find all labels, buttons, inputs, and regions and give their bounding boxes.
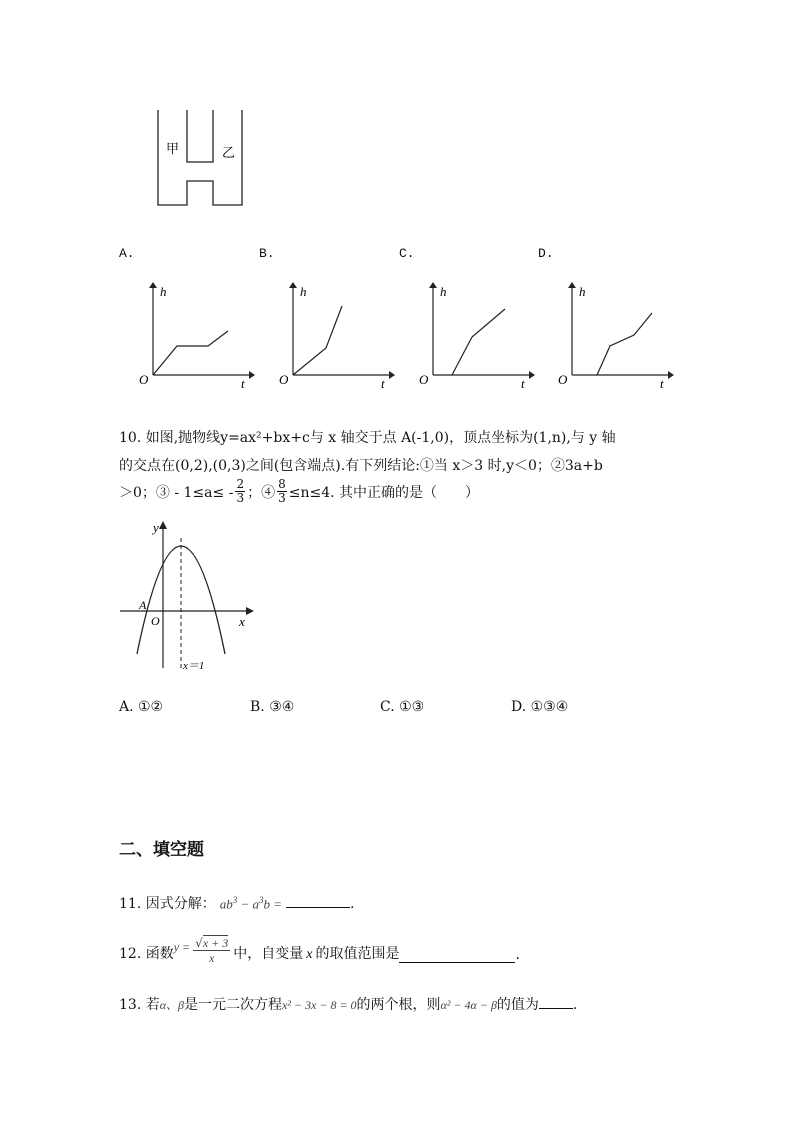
q10-line3-part-c: ≤n≤4. 其中正确的是（ ） xyxy=(288,484,480,501)
q11-expr-a: ab xyxy=(219,896,233,911)
q11 xyxy=(119,893,354,913)
section-title: 二、填空题 xyxy=(119,840,204,860)
graph-b-curve xyxy=(293,306,342,375)
q10-option-d[interactable]: D. ①③④ xyxy=(511,699,569,715)
q11-answer-blank[interactable] xyxy=(286,893,350,908)
h-label: h xyxy=(579,284,586,299)
q12-y-eq: y = xyxy=(173,940,191,954)
t-label: t xyxy=(241,376,245,390)
q12 xyxy=(119,936,520,965)
t-label: t xyxy=(381,376,385,390)
q10-line2: 的交点在(0,2),(0,3)之间(包含端点).有下列结论:①当 x＞3 时,y＜0；②3a+b xyxy=(119,458,603,474)
sqrt-icon: √ xyxy=(195,936,203,950)
container-divider xyxy=(187,110,213,162)
q13-prefix: 13. 若 xyxy=(119,997,160,1013)
graph-c-curve xyxy=(452,309,505,375)
graph-a-curve xyxy=(153,331,228,375)
q12-fraction xyxy=(193,936,230,965)
left-tank-label: 甲 xyxy=(166,141,180,156)
q10-option-c[interactable]: C. ①③ xyxy=(380,699,425,715)
graph-d-curve xyxy=(597,313,652,375)
q11-exp1: 3 xyxy=(232,894,238,905)
q12-mid: 中，自变量 xyxy=(233,946,304,962)
x-axis-label: x xyxy=(239,614,245,629)
container-figure xyxy=(150,105,250,215)
t-label: t xyxy=(660,376,664,390)
q13 xyxy=(119,994,577,1014)
q9-graph-d xyxy=(544,280,674,390)
q12-prefix: 12. 函数 xyxy=(119,946,174,962)
q10-option-a[interactable]: A. ①② xyxy=(119,699,164,715)
q13-mid1: 是一元二次方程 xyxy=(184,997,282,1013)
fraction-eight-thirds xyxy=(277,478,287,505)
q11-expr-b: − a xyxy=(237,896,259,911)
origin-label: O xyxy=(279,372,289,387)
q13-answer-blank[interactable] xyxy=(539,994,573,1009)
q12-tail: 的取值范围是 xyxy=(315,946,400,962)
q9-graph-a xyxy=(125,280,255,390)
origin-label: O xyxy=(558,372,568,387)
q9-option-c[interactable]: C. xyxy=(399,246,415,261)
q9-option-d[interactable]: D. xyxy=(538,246,554,261)
q9-option-b[interactable]: B. xyxy=(259,246,275,261)
q11-exp2: 3 xyxy=(259,894,264,905)
right-tank-label: 乙 xyxy=(222,145,236,160)
h-label: h xyxy=(160,284,167,299)
q9-graph-b xyxy=(265,280,395,390)
q9-option-a[interactable]: A. xyxy=(119,246,135,261)
symmetry-axis-label: x＝1 xyxy=(183,660,205,672)
q12-var: x xyxy=(306,947,313,962)
q12-sqrt xyxy=(193,936,230,951)
q10-line1: 10. 如图,抛物线y=ax²+bx+c与 x 轴交于点 A(-1,0)，顶点坐标为(1,n),与 y 轴 xyxy=(119,430,616,446)
fraction-denominator: 3 xyxy=(278,491,286,505)
fraction-two-thirds xyxy=(235,478,245,505)
fraction-numerator: 8 xyxy=(278,477,286,491)
h-label: h xyxy=(440,284,447,299)
q12-suffix: . xyxy=(515,947,520,963)
q12-denominator: x xyxy=(209,951,215,965)
q13-mid2: 的两个根，则 xyxy=(356,997,441,1013)
q10-option-b[interactable]: B. ③④ xyxy=(250,699,295,715)
q11-expression xyxy=(220,895,282,912)
q10-line3-part-b: ；④ xyxy=(247,484,276,501)
parabola-figure xyxy=(115,518,260,678)
q13-tail: 的值为 xyxy=(496,997,539,1013)
h-label: h xyxy=(300,284,307,299)
origin-label: O xyxy=(419,372,429,387)
origin-label: O xyxy=(151,614,160,628)
q9-graph-c xyxy=(405,280,535,390)
q11-expr-c: b = xyxy=(263,896,283,911)
t-label: t xyxy=(521,376,525,390)
q11-suffix: . xyxy=(350,896,355,912)
q13-expression: α² − 4α − β xyxy=(440,998,497,1012)
fraction-numerator: 2 xyxy=(236,477,245,491)
q10-line3-part-a: ＞0；③ - 1≤a≤ - xyxy=(119,484,234,501)
q13-equation: x² − 3x − 8 = 0 xyxy=(282,998,357,1012)
q13-suffix: . xyxy=(572,997,578,1013)
q12-sqrt-content: x + 3 xyxy=(202,936,229,950)
q10-line3 xyxy=(119,478,479,505)
fraction-denominator: 3 xyxy=(236,491,245,505)
q13-greek: α、β xyxy=(159,998,184,1012)
point-a-label: A xyxy=(139,598,147,612)
q11-prefix: 11. 因式分解： xyxy=(119,896,216,912)
q12-answer-blank[interactable] xyxy=(399,948,515,963)
y-axis-label: y xyxy=(153,520,159,535)
origin-label: O xyxy=(139,372,149,387)
